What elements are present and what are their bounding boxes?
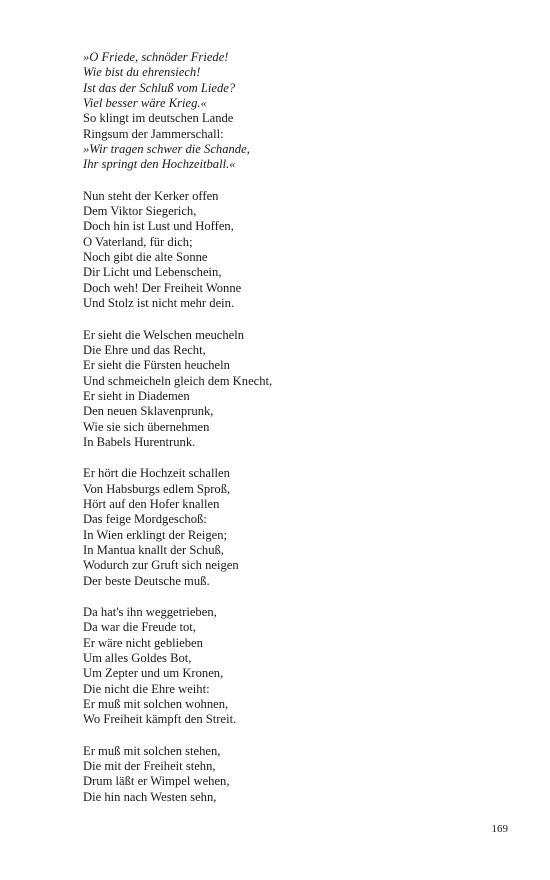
- page-number: 169: [491, 823, 508, 835]
- poem-line: Ist das der Schluß vom Liede?: [83, 80, 236, 95]
- poem-line: Und schmeicheln gleich dem Knecht,: [83, 373, 273, 388]
- poem-line: Noch gibt die alte Sonne: [83, 250, 208, 265]
- stanza: [83, 466, 503, 589]
- poem-line: So klingt im deutschen Lande: [83, 111, 234, 126]
- poem-line: Wo Freiheit kämpft den Streit.: [83, 712, 237, 727]
- stanza: [83, 50, 503, 173]
- poem-line: Er muß mit solchen stehen,: [83, 743, 221, 758]
- poem-line: Er wäre nicht geblieben: [83, 635, 203, 650]
- poem-line: Der beste Deutsche muß.: [83, 573, 210, 588]
- poem-line: In Wien erklingt der Reigen;: [83, 527, 228, 542]
- poem-line: Ringsum der Jammerschall:: [83, 126, 224, 141]
- poem-line: Er sieht in Diademen: [83, 388, 190, 403]
- poem-line: Er sieht die Fürsten heucheln: [83, 358, 230, 373]
- poem-line: Doch hin ist Lust und Hoffen,: [83, 219, 234, 234]
- poem-line: Wie bist du ehrensiech!: [83, 65, 201, 80]
- poem-line: Wodurch zur Gruft sich neigen: [83, 558, 239, 573]
- poem-line: Hört auf den Hofer knallen: [83, 496, 220, 511]
- poem-line: Doch weh! Der Freiheit Wonne: [83, 280, 242, 295]
- poem-line: Da hat's ihn weggetrieben,: [83, 605, 217, 619]
- poem-line: Dir Licht und Lebenschein,: [83, 265, 222, 280]
- stanza: [83, 189, 503, 312]
- poem-line: Ihr springt den Hochzeitball.«: [83, 157, 236, 172]
- stanza: [83, 744, 503, 805]
- poem-line: Die Ehre und das Recht,: [83, 342, 206, 357]
- poem-line: Von Habsburgs edlem Sproß,: [83, 481, 231, 496]
- stanza: [83, 328, 503, 451]
- stanza: [83, 605, 503, 728]
- poem-line: Um Zepter und um Kronen,: [83, 666, 224, 681]
- poem-line: »Wir tragen schwer die Schande,: [83, 142, 250, 157]
- poem-line: Nun steht der Kerker offen: [83, 188, 219, 203]
- poem-line: Den neuen Sklavenprunk,: [83, 404, 214, 419]
- poem-line: Er hört die Hochzeit schallen: [83, 466, 230, 481]
- poem-line: Die hin nach Westen sehn,: [83, 789, 217, 804]
- poem-line: Die mit der Freiheit stehn,: [83, 759, 216, 774]
- poem-line: Viel besser wäre Krieg.«: [83, 96, 207, 111]
- poem-line: Dem Viktor Siegerich,: [83, 204, 197, 219]
- poem-line: Er sieht die Welschen meucheln: [83, 327, 245, 342]
- poem-line: Und Stolz ist nicht mehr dein.: [83, 296, 235, 311]
- poem-line: Das feige Mordgeschoß:: [83, 512, 207, 527]
- poem-body: [83, 50, 503, 821]
- poem-line: »O Friede, schnöder Friede!: [83, 50, 229, 64]
- poem-line: In Mantua knallt der Schuß,: [83, 542, 224, 557]
- poem-line: Er muß mit solchen wohnen,: [83, 697, 229, 712]
- poem-line: Wie sie sich übernehmen: [83, 419, 210, 434]
- poem-line: Die nicht die Ehre weiht:: [83, 681, 210, 696]
- poem-line: In Babels Hurentrunk.: [83, 434, 196, 449]
- poem-line: Drum läßt er Wimpel wehen,: [83, 774, 230, 789]
- poem-line: Da war die Freude tot,: [83, 620, 196, 635]
- poem-line: Um alles Goldes Bot,: [83, 651, 192, 666]
- poem-line: O Vaterland, für dich;: [83, 234, 193, 249]
